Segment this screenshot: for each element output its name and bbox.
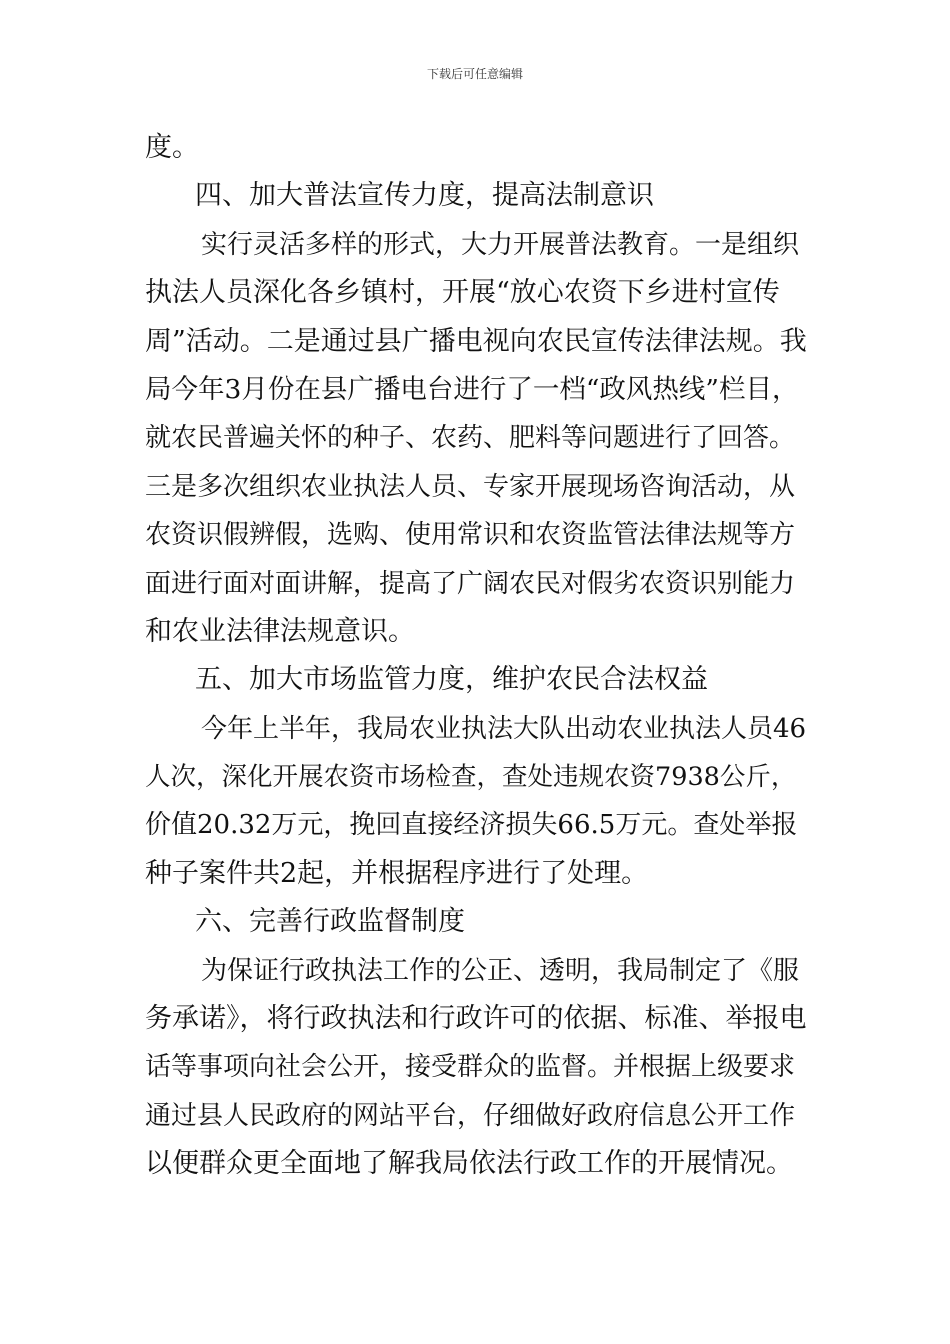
body-line: 今年上半年，我局农业执法大队出动农业执法人员46 <box>201 713 807 744</box>
body-line: 话等事项向社会公开，接受群众的监督。并根据上级要求 <box>145 1052 796 1083</box>
section-heading: 四、加大普法宣传力度，提高法制意识 <box>195 180 654 212</box>
body-line: 人次，深化开展农资市场检查，查处违规农资7938公斤， <box>145 762 797 793</box>
body-line: 三是多次组织农业执法人员、专家开展现场咨询活动，从 <box>145 471 796 502</box>
section-heading: 六、完善行政监督制度 <box>195 906 465 938</box>
page-header: 下载后可任意编辑 <box>426 67 523 81</box>
body-line: 通过县人民政府的网站平台，仔细做好政府信息公开工作 <box>145 1100 796 1131</box>
body-line: 就农民普遍关怀的种子、农药、肥料等问题进行了回答。 <box>145 423 796 454</box>
body-line: 执法人员深化各乡镇村，开展“放心农资下乡进村宣传 <box>145 277 780 309</box>
body-line: 务承诺》，将行政执法和行政许可的依据、标准、举报电 <box>145 1003 807 1035</box>
document-body <box>145 124 807 1189</box>
body-line: 度。 <box>145 132 199 163</box>
body-line: 周”活动。二是通过县广播电视向农民宣传法律法规。我 <box>145 325 807 357</box>
body-line: 面进行面对面讲解，提高了广阔农民对假劣农资识别能力 <box>145 568 796 599</box>
body-line: 种子案件共2起，并根据程序进行了处理。 <box>145 857 649 889</box>
body-line: 实行灵活多样的形式，大力开展普法教育。一是组织 <box>201 229 800 260</box>
body-line: 局今年3月份在县广播电台进行了一档“政风热线”栏目， <box>145 373 799 405</box>
section-heading: 五、加大市场监管力度，维护农民合法权益 <box>195 664 708 696</box>
body-line: 农资识假辨假，选购、使用常识和农资监管法律法规等方 <box>145 520 796 551</box>
body-line: 价值20.32万元，挽回直接经济损失66.5万元。查处举报 <box>145 810 798 841</box>
body-line: 和农业法律法规意识。 <box>145 615 415 647</box>
body-line: 为保证行政执法工作的公正、透明，我局制定了《服 <box>201 955 800 986</box>
body-line: 以便群众更全面地了解我局依法行政工作的开展情况。 <box>145 1148 793 1180</box>
